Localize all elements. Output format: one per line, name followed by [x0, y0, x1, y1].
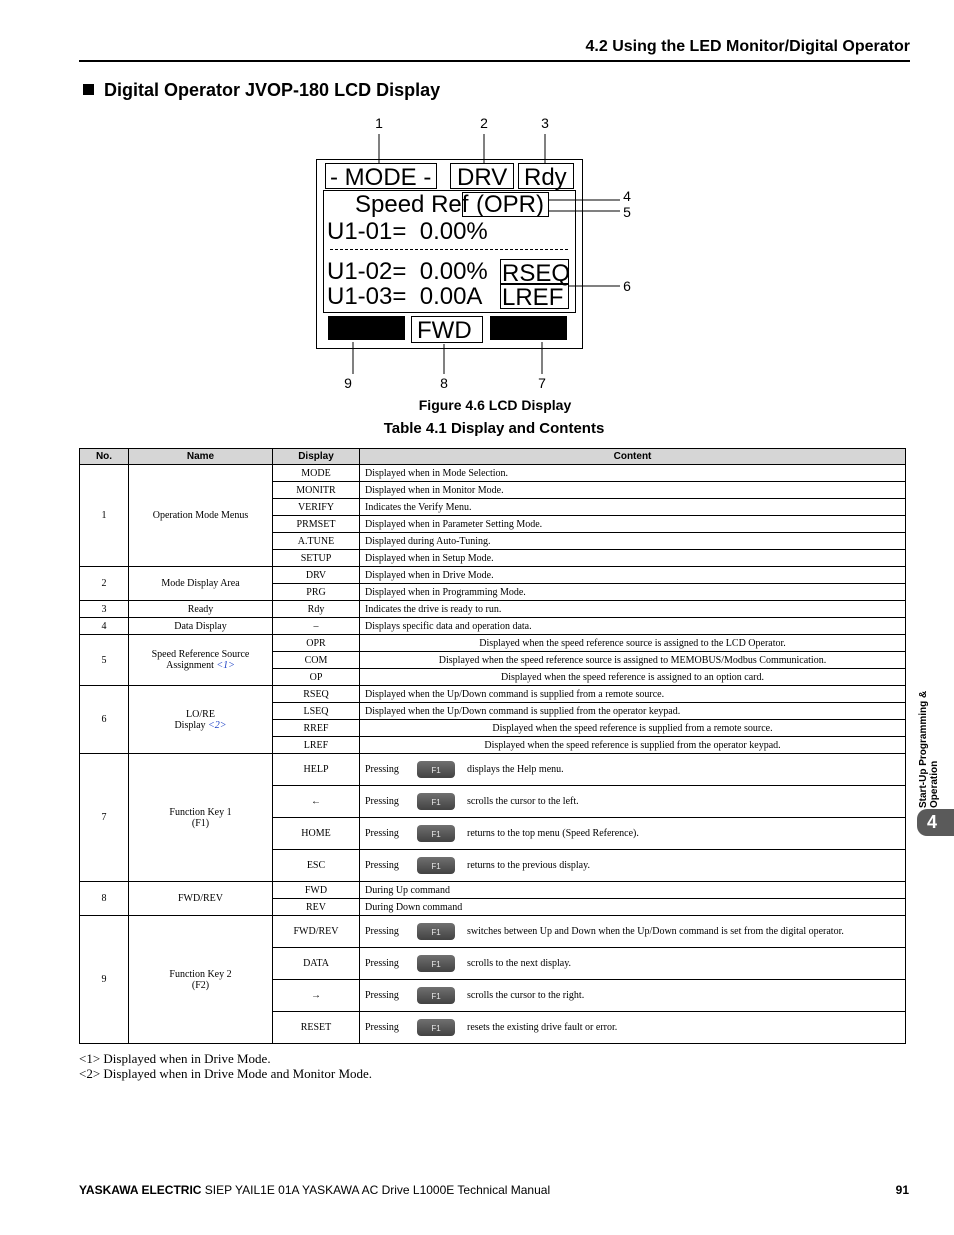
lcd-softkey-left — [328, 316, 405, 340]
table-row — [80, 567, 906, 584]
row-content: During Up command — [360, 882, 906, 899]
row-content: Displayed when in Mode Selection. — [360, 465, 906, 482]
key-action-text: resets the existing drive fault or error. — [467, 1021, 618, 1033]
row-display: LREF — [273, 737, 360, 754]
row-display: HOME — [273, 818, 360, 850]
row-display: HELP — [273, 754, 360, 786]
row-content: Displayed when in Drive Mode. — [360, 567, 906, 584]
row-content: Displayed when in Parameter Setting Mode. — [360, 516, 906, 533]
pressing-label: Pressing — [365, 989, 399, 1001]
row-display: A.TUNE — [273, 533, 360, 550]
row-display: ← — [273, 786, 360, 818]
lcd-u1-02-text: U1-02= 0.00% — [327, 258, 488, 285]
row-content: Indicates the drive is ready to run. — [360, 601, 906, 618]
callout-3: 3 — [541, 115, 549, 131]
row-content: Displayed when in Programming Mode. — [360, 584, 906, 601]
row-content — [360, 916, 906, 948]
row-display: → — [273, 980, 360, 1012]
row-name-line1: Function Key 1 — [169, 806, 232, 818]
pressing-label: Pressing — [365, 827, 399, 839]
f1-key-icon: F1 — [417, 793, 455, 810]
callout-2: 2 — [480, 115, 488, 131]
pressing-label: Pressing — [365, 763, 399, 775]
row-content: Displayed when the Up/Down command is supplied from the operator keypad. — [360, 703, 906, 720]
header-no: No. — [80, 449, 129, 465]
row-display: RREF — [273, 720, 360, 737]
pressing-label: Pressing — [365, 925, 399, 937]
row-display: REV — [273, 899, 360, 916]
footnote-ref-link[interactable]: <2> — [208, 719, 227, 731]
row-no: 8 — [80, 882, 129, 916]
table-row — [80, 601, 906, 618]
pressing-label: Pressing — [365, 1021, 399, 1033]
row-display: DATA — [273, 948, 360, 980]
footer-brand: YASKAWA ELECTRIC — [79, 1183, 202, 1197]
header-display: Display — [273, 449, 360, 465]
row-content: During Down command — [360, 899, 906, 916]
row-display: RESET — [273, 1012, 360, 1044]
footnote-ref-link[interactable]: <1> — [216, 660, 235, 671]
row-no: 1 — [80, 465, 129, 567]
lcd-u1-01-text: U1-01= 0.00% — [327, 218, 488, 245]
table-row — [80, 618, 906, 635]
callout-4: 4 — [623, 188, 631, 204]
callout-1: 1 — [375, 115, 383, 131]
row-content: Displayed when the speed reference is supplied from a remote source. — [360, 720, 906, 737]
row-content: Displayed when the speed reference source is assigned to the LCD Operator. — [360, 635, 906, 652]
row-content: Displayed when the speed reference is supplied from the operator keypad. — [360, 737, 906, 754]
table-row — [80, 754, 906, 786]
lcd-rseq-text: RSEQ — [502, 260, 571, 287]
row-display: FWD — [273, 882, 360, 899]
callout-6: 6 — [623, 278, 631, 294]
row-display: PRG — [273, 584, 360, 601]
f1-key-icon: F1 — [417, 1019, 455, 1036]
row-display: DRV — [273, 567, 360, 584]
row-name: Mode Display Area — [129, 567, 273, 601]
row-content: Displayed during Auto-Tuning. — [360, 533, 906, 550]
row-content: Displayed when in Setup Mode. — [360, 550, 906, 567]
lcd-softkey-right — [490, 316, 567, 340]
footnote-2: <2> Displayed when in Drive Mode and Monitor Mode. — [79, 1066, 373, 1081]
page-number: 91 — [895, 1183, 909, 1197]
figure-caption: Figure 4.6 LCD Display — [418, 397, 572, 413]
table-row — [80, 882, 906, 899]
f1-key-icon: F1 — [417, 955, 455, 972]
row-name-line2: (F2) — [191, 979, 210, 991]
key-action-text: returns to the top menu (Speed Reference). — [467, 827, 639, 839]
lcd-opr-text: (OPR) — [476, 191, 544, 218]
callout-5: 5 — [623, 204, 631, 220]
pressing-label: Pressing — [365, 795, 399, 807]
lcd-u1-03-text: U1-03= 0.00A — [327, 283, 483, 310]
row-display: OP — [273, 669, 360, 686]
pressing-label: Pressing — [365, 859, 399, 871]
row-display: MODE — [273, 465, 360, 482]
callout-7: 7 — [538, 375, 546, 391]
lcd-speed-ref-text: Speed Ref — [355, 191, 469, 218]
f1-key-icon: F1 — [417, 857, 455, 874]
f1-key-icon: F1 — [417, 761, 455, 778]
header-name: Name — [129, 449, 273, 465]
table-caption: Table 4.1 Display and Contents — [383, 420, 605, 437]
header-content: Content — [360, 449, 906, 465]
row-no: 9 — [80, 916, 129, 1044]
row-no: 6 — [80, 686, 129, 754]
lcd-fwd-text: FWD — [417, 317, 472, 344]
row-content — [360, 754, 906, 786]
row-display: OPR — [273, 635, 360, 652]
row-display: ESC — [273, 850, 360, 882]
table-row — [80, 635, 906, 652]
row-content: Displays specific data and operation data. — [360, 618, 906, 635]
section-title-text: Digital Operator JVOP-180 LCD Display — [104, 80, 441, 100]
row-display: LSEQ — [273, 703, 360, 720]
row-name — [129, 686, 273, 754]
key-action-text: switches between Up and Down when the Up/Down command is set from the digital operator. — [467, 925, 844, 937]
key-action-text: scrolls to the next display. — [467, 957, 572, 969]
row-name: Ready — [129, 601, 273, 618]
key-action-text: displays the Help menu. — [467, 763, 564, 775]
chapter-side-label: Start-Up Programming & Operation — [918, 690, 940, 808]
callout-8: 8 — [440, 375, 448, 391]
row-no: 7 — [80, 754, 129, 882]
lcd-mode-text: - MODE - — [330, 164, 432, 191]
pressing-label: Pressing — [365, 957, 399, 969]
table-row — [80, 916, 906, 948]
footer-doc-title: SIEP YAIL1E 01A YASKAWA AC Drive L1000E Technical Manual — [201, 1183, 551, 1197]
table-row — [80, 465, 906, 482]
table-header-row — [80, 449, 906, 465]
row-content — [360, 948, 906, 980]
lcd-drv-text: DRV — [457, 164, 508, 191]
row-display: VERIFY — [273, 499, 360, 516]
lcd-lref-text: LREF — [502, 284, 564, 311]
row-name: Data Display — [129, 618, 273, 635]
table-row — [80, 686, 906, 703]
row-name-line1: Speed Reference Source — [151, 649, 250, 660]
f1-key-icon: F1 — [417, 987, 455, 1004]
row-content — [360, 786, 906, 818]
lcd-display-figure — [0, 0, 954, 400]
footnote-1: <1> Displayed when in Drive Mode. — [79, 1051, 271, 1066]
row-content — [360, 1012, 906, 1044]
page-header-title: 4.2 Using the LED Monitor/Digital Operator — [585, 38, 910, 55]
row-name: Operation Mode Menus — [129, 465, 273, 567]
row-display: MONITR — [273, 482, 360, 499]
row-name-line2: Assignment — [166, 660, 214, 671]
row-display: – — [273, 618, 360, 635]
row-display: RSEQ — [273, 686, 360, 703]
row-no: 5 — [80, 635, 129, 686]
row-name — [129, 916, 273, 1044]
row-content: Displayed when the speed reference is assigned to an option card. — [360, 669, 906, 686]
key-action-text: returns to the previous display. — [467, 859, 590, 871]
chapter-tab[interactable]: 4 — [917, 809, 954, 836]
row-content: Displayed when in Monitor Mode. — [360, 482, 906, 499]
f1-key-icon: F1 — [417, 825, 455, 842]
row-name — [129, 754, 273, 882]
row-name-line2: Display — [174, 719, 206, 731]
row-display: PRMSET — [273, 516, 360, 533]
row-content — [360, 818, 906, 850]
lcd-rdy-text: Rdy — [524, 164, 567, 191]
row-display: FWD/REV — [273, 916, 360, 948]
row-name: FWD/REV — [129, 882, 273, 916]
display-contents-table — [79, 448, 906, 1044]
row-no: 3 — [80, 601, 129, 618]
row-content — [360, 850, 906, 882]
table-footnotes — [79, 1051, 372, 1081]
f1-key-icon: F1 — [417, 923, 455, 940]
row-content: Indicates the Verify Menu. — [360, 499, 906, 516]
row-display: SETUP — [273, 550, 360, 567]
row-name — [129, 635, 273, 686]
row-content — [360, 980, 906, 1012]
row-display: COM — [273, 652, 360, 669]
row-name-line1: Function Key 2 — [169, 968, 232, 980]
row-no: 4 — [80, 618, 129, 635]
row-content: Displayed when the speed reference source is assigned to MEMOBUS/Modbus Communication. — [360, 652, 906, 669]
row-display: Rdy — [273, 601, 360, 618]
callout-9: 9 — [344, 375, 352, 391]
row-name-line2: (F1) — [191, 817, 210, 829]
key-action-text: scrolls the cursor to the left. — [467, 795, 579, 807]
row-name-line1: LO/RE — [186, 708, 215, 720]
row-no: 2 — [80, 567, 129, 601]
key-action-text: scrolls the cursor to the right. — [467, 989, 585, 1001]
row-content: Displayed when the Up/Down command is supplied from a remote source. — [360, 686, 906, 703]
